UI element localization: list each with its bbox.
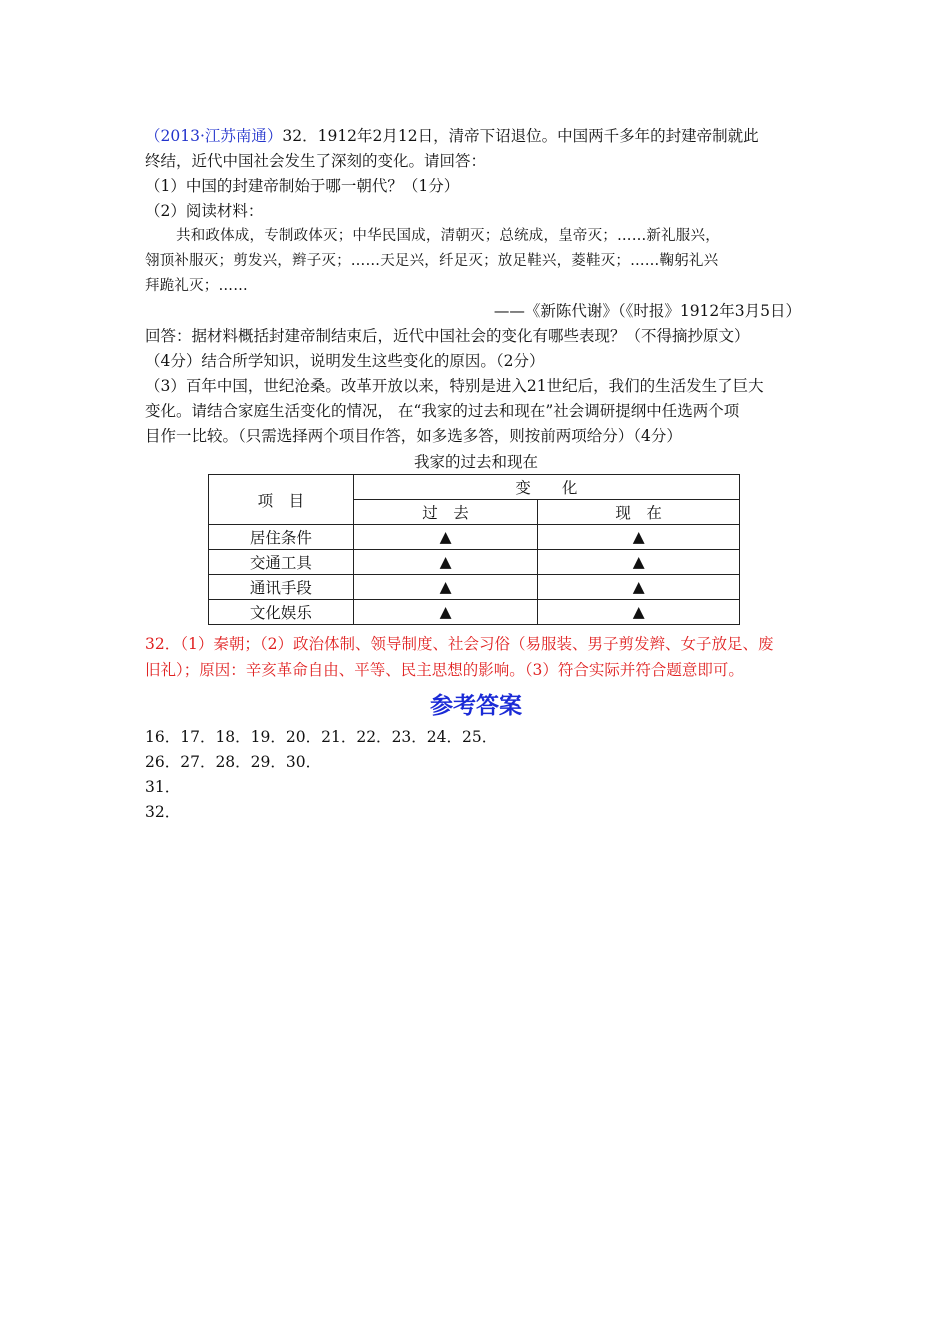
table-row — [209, 575, 740, 600]
header-item: 项 目 — [209, 475, 354, 525]
header-change: 变 化 — [353, 475, 739, 500]
sub-question-1: （1）中国的封建帝制始于哪一朝代？（1分） — [145, 177, 460, 195]
row-item: 交通工具 — [209, 550, 354, 575]
header-now: 现 在 — [538, 500, 740, 525]
material-line: 翎顶补服灭；剪发兴，辫子灭；……天足兴，纤足灭；放足鞋兴，菱鞋灭；……鞠躬礼兴 — [145, 253, 719, 269]
reference-title: 参考答案 — [430, 692, 522, 719]
reference-line: 16．17．18．19．20．21．22．23．24．25． — [145, 728, 498, 746]
reading-material — [145, 224, 807, 299]
row-item: 居住条件 — [209, 525, 354, 550]
answer-line: 32．（1）秦朝；（2）政治体制、领导制度、社会习俗（易服装、男子剪发辫、女子放足、废 — [145, 635, 774, 653]
reference-line: 32． — [145, 803, 181, 821]
row-past: ▲ — [353, 600, 538, 625]
question-text: 32．1912年2月12日，清帝下诏退位。中国两千多年的封建帝制就此 — [282, 127, 759, 145]
question-line-2: 终结，近代中国社会发生了深刻的变化。请回答： — [145, 152, 487, 170]
row-now: ▲ — [538, 550, 740, 575]
table-row — [209, 525, 740, 550]
header-past: 过 去 — [353, 500, 538, 525]
document-page — [145, 124, 807, 825]
row-now: ▲ — [538, 600, 740, 625]
row-past: ▲ — [353, 550, 538, 575]
row-now: ▲ — [538, 525, 740, 550]
sub-question-3-line: （3）百年中国，世纪沧桑。改革开放以来，特别是进入21世纪后，我们的生活发生了巨大 — [145, 377, 764, 395]
question-line-1 — [145, 124, 807, 149]
question-source: （2013·江苏南通） — [145, 127, 283, 145]
reference-line: 31． — [145, 778, 181, 796]
sub-question-2: （2）阅读材料： — [145, 202, 264, 220]
table-row — [209, 550, 740, 575]
material-line: 拜跪礼灭；…… — [145, 278, 248, 294]
row-item: 通讯手段 — [209, 575, 354, 600]
answer-block — [145, 631, 807, 683]
sub-question-3-line: 目作一比较。（只需选择两个项目作答，如多选多答，则按前两项给分）（4分） — [145, 427, 682, 445]
row-now: ▲ — [538, 575, 740, 600]
table-title: 我家的过去和现在 — [413, 453, 538, 471]
table-row — [209, 600, 740, 625]
material-line: 共和政体成，专制政体灭；中华民国成，清朝灭；总统成，皇帝灭；……新礼服兴， — [176, 228, 720, 244]
row-item: 文化娱乐 — [209, 600, 354, 625]
answer-line: 旧礼）；原因：辛亥革命自由、平等、民主思想的影响。（3）符合实际并符合题意即可。 — [145, 661, 744, 679]
row-past: ▲ — [353, 525, 538, 550]
answer-prompt-line-2: （4分）结合所学知识，说明发生这些变化的原因。（2分） — [145, 352, 545, 370]
reference-line: 26．27．28．29．30． — [145, 753, 322, 771]
survey-table — [208, 474, 740, 625]
row-past: ▲ — [353, 575, 538, 600]
sub-question-3-line: 变化。请结合家庭生活变化的情况， 在“我家的过去和现在”社会调研提纲中任选两个项 — [145, 402, 740, 420]
answer-prompt-line-1: 回答：据材料概括封建帝制结束后，近代中国社会的变化有哪些表现？（不得摘抄原文） — [145, 327, 750, 345]
material-citation: ——《新陈代谢》（《时报》1912年3月5日） — [493, 302, 801, 320]
